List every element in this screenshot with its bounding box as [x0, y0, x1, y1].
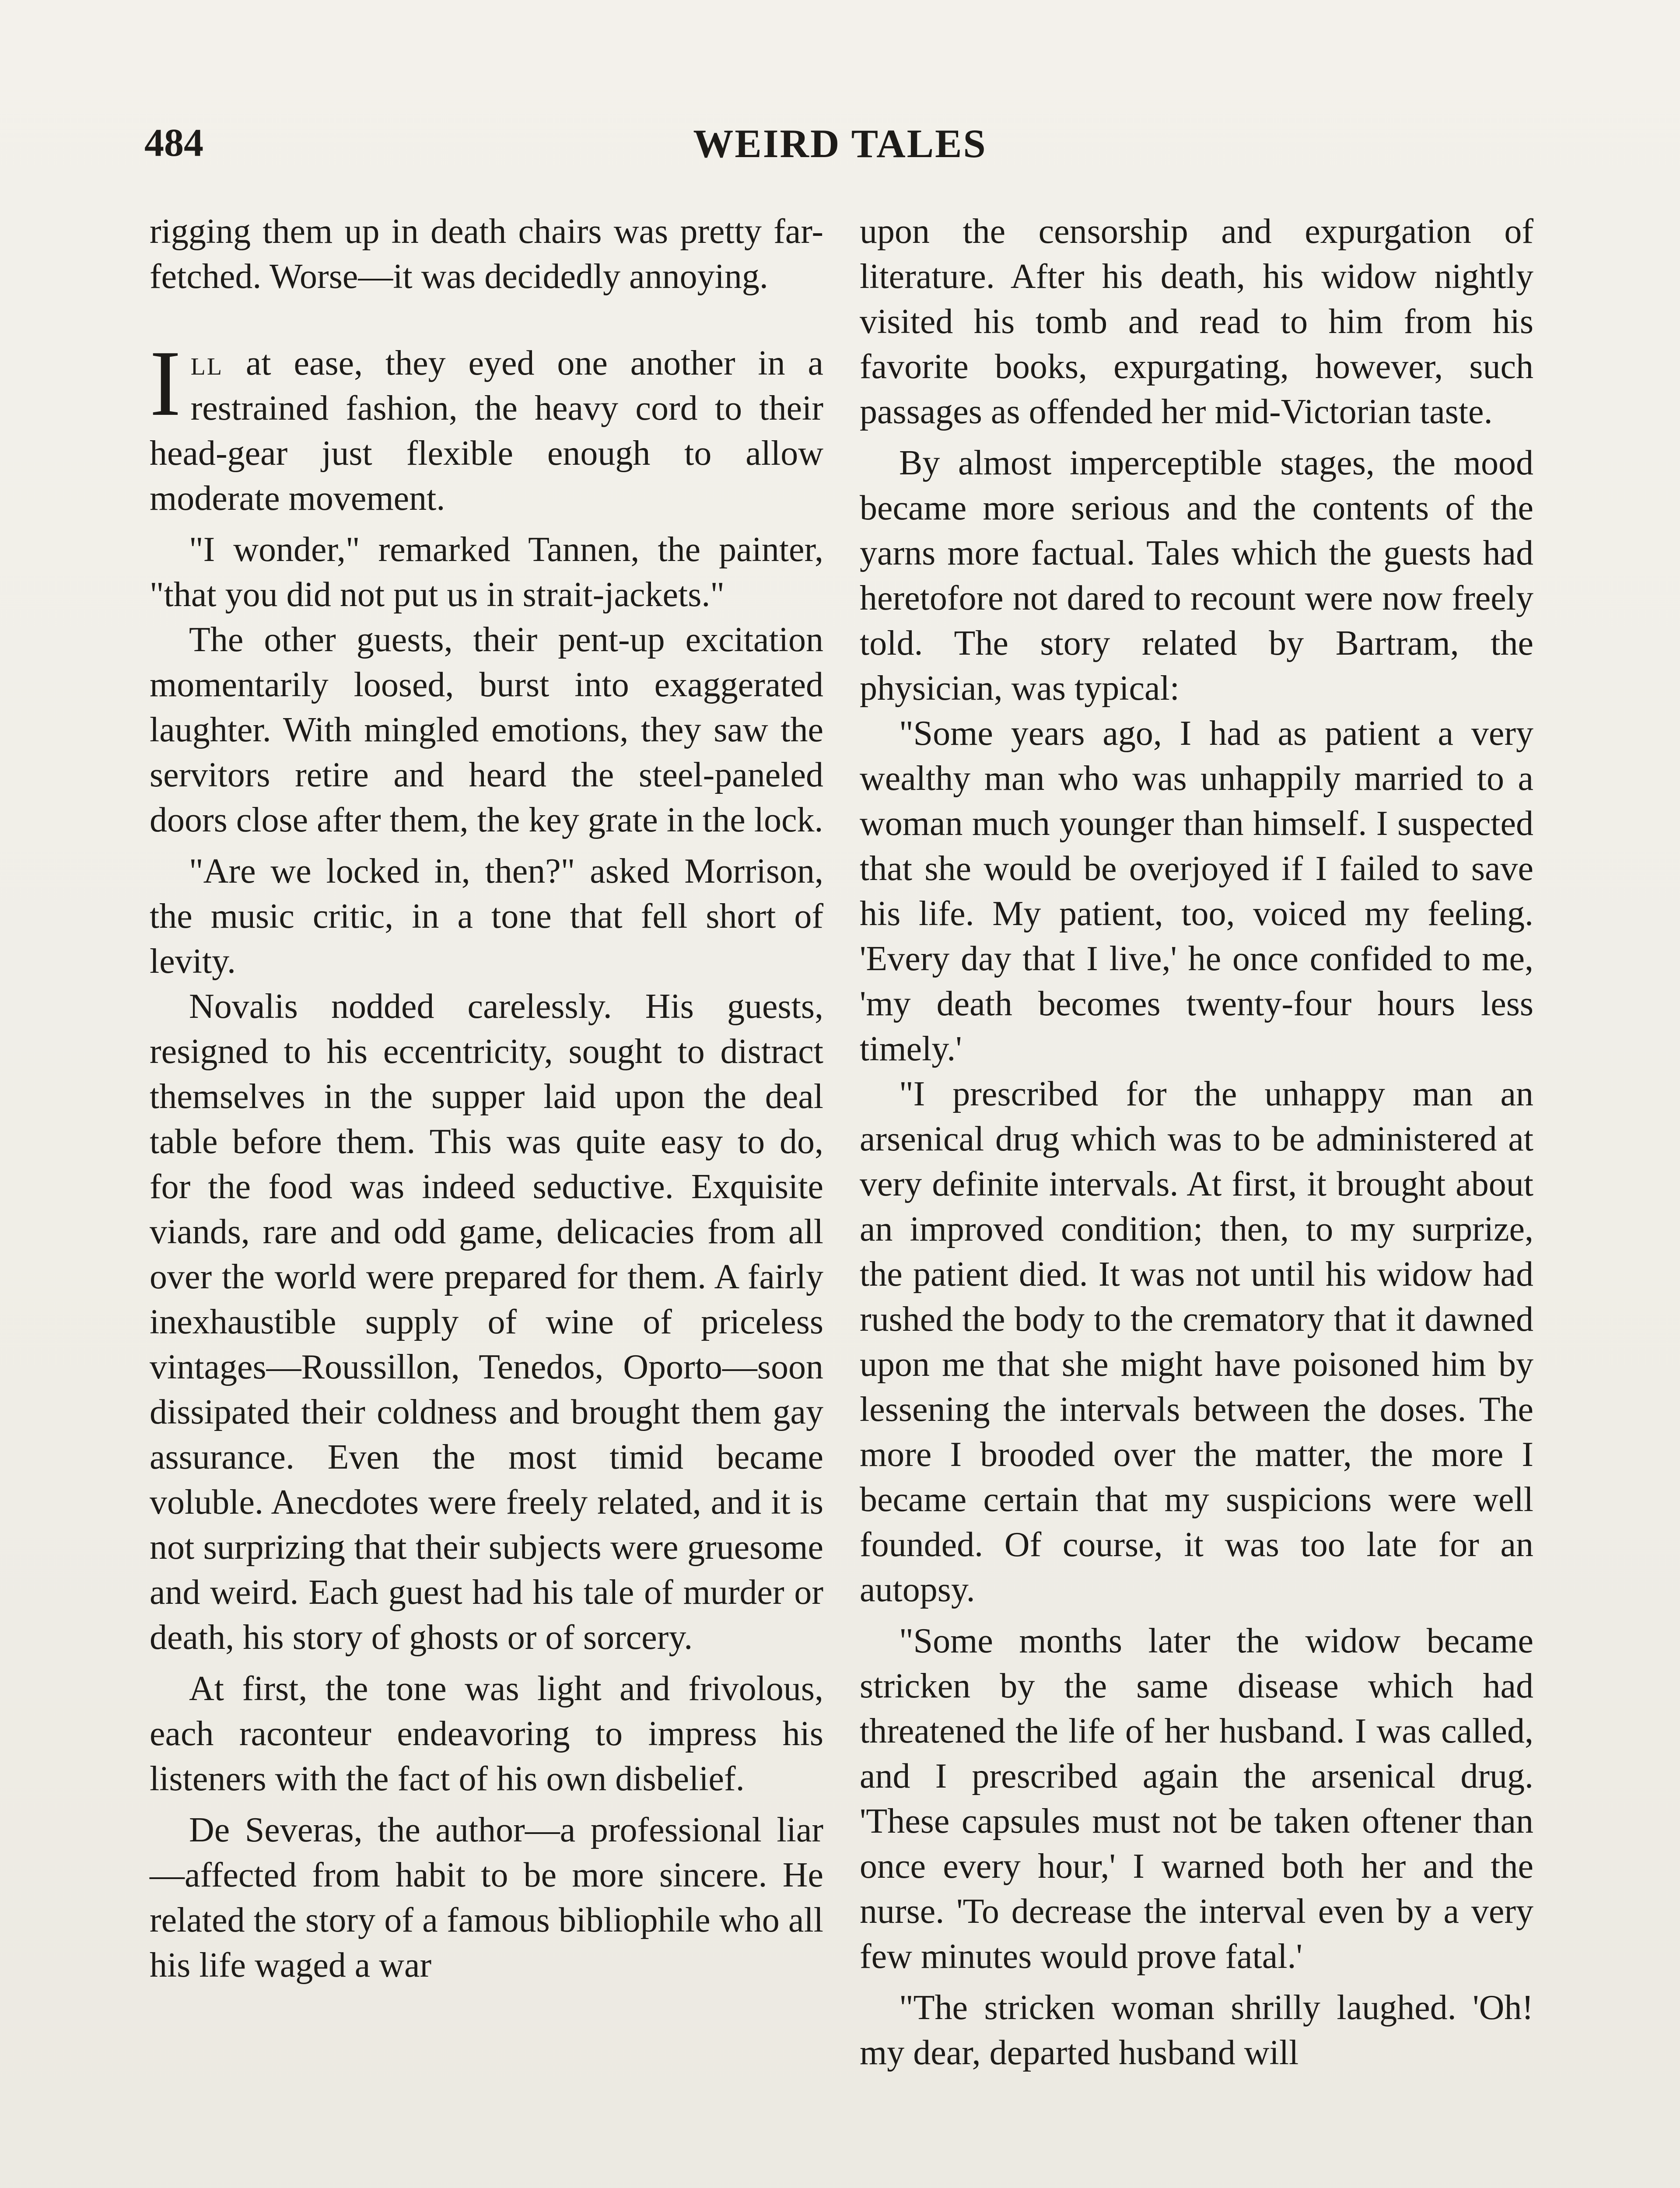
paragraph: "Some years ago, I had as patient a very wealthy man who was unhappily married to a woman much younger than himself. I suspected that she would be overjoyed if I failed to save his life. My patient, too, voiced my feeling. 'Every day that I live,' he once confided to me, 'my death becomes twenty-four hours less timely.': [860, 714, 1533, 1068]
left-column: [150, 209, 823, 1988]
paragraph: By almost imperceptible stages, the mood became more serious and the contents of the yarns more factual. Tales which the guests had heretofore not dared to recount were now freely told. The story related by Bartram, the physician, was typical:: [860, 444, 1533, 708]
paragraph-dropcap: [150, 331, 823, 521]
paragraph: The other guests, their pent-up excitation momentarily loosed, burst into exaggerated laughter. With mingled emotions, they saw the servitors retire and heard the steel-paneled doors close after them, the key grate in the lock.: [150, 621, 823, 839]
paragraph-text: at ease, they eyed one another in a restrained fashion, the heavy cord to their head-gear just flexible enough to allow moderate movement.: [150, 344, 823, 518]
paragraph: "I wonder," remarked Tannen, the painter, "that you did not put us in strait-jackets.": [150, 530, 823, 614]
paragraph: rigging them up in death chairs was pretty far-fetched. Worse—it was decidedly annoying.: [150, 212, 823, 296]
paragraph: Novalis nodded carelessly. His guests, resigned to his eccentricity, sought to distract themselves in the supper laid upon the deal table before them. This was quite easy to do, for the food was indeed seductive. Exquisite viands, rare and odd game, delicacies from all over the world were prepared for them. A fairly inexhaustible supply of wine of priceless vintages—Roussillon, Tenedos, Oporto—soon dissipated their coldness and brought them gay assurance. Even the most timid became voluble. Anecdotes were freely related, and it is not surprizing that their subjects were gruesome and weird. Each guest had his tale of murder or death, his story of ghosts or of sorcery.: [150, 987, 823, 1657]
drop-cap: I: [150, 331, 181, 435]
paragraph: De Severas, the author—a professional liar—affected from habit to be more sincere. He related the story of a famous bibliophile who all his life waged a war: [150, 1811, 823, 1985]
right-column: [860, 209, 1533, 2076]
paragraph: "The stricken woman shrilly laughed. 'Oh! my dear, departed husband will: [860, 1988, 1533, 2072]
page-number: 484: [144, 121, 203, 165]
paragraph: "I prescribed for the unhappy man an arsenical drug which was to be administered at very definite intervals. At first, it brought about an improved condition; then, to my surprize, the patient died. It was not until his widow had rushed the body to the crematory that it dawned upon me that she might have poisoned him by lessening the intervals between the doses. The more I brooded over the matter, the more I became certain that my suspicions were well founded. Of course, it was too late for an autopsy.: [860, 1075, 1533, 1609]
paragraph: "Some months later the widow became stricken by the same disease which had threatened the life of her husband. I was called, and I prescribed again the arsenical drug. 'These capsules must not be taken oftener than once every hour,' I warned both her and the nurse. 'To decrease the interval even by a very few minutes would prove fatal.': [860, 1622, 1533, 1976]
small-caps-lead: ll: [190, 344, 224, 382]
paragraph: "Are we locked in, then?" asked Morrison, the music critic, in a tone that fell short of levity.: [150, 852, 823, 981]
paragraph: At first, the tone was light and frivolous, each raconteur endeavoring to impress his listeners with the fact of his own disbelief.: [150, 1669, 823, 1798]
page-header: [144, 120, 1536, 168]
paragraph: upon the censorship and expurgation of literature. After his death, his widow nightly visited his tomb and read to him from his favorite books, expurgating, however, such passages as offended her mid-Victorian taste.: [860, 212, 1533, 431]
running-title: WEIRD TALES: [693, 121, 987, 166]
